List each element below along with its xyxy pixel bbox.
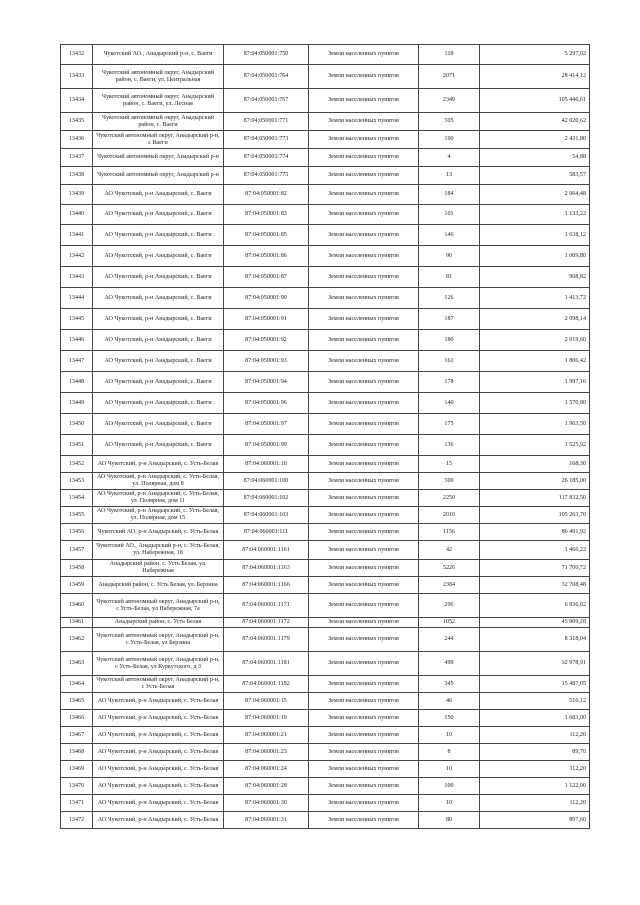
table-row (61, 414, 590, 435)
table-row (61, 456, 590, 473)
address-cell: АО Чукотский, р-н Анадырский, с. Ваеги (93, 288, 224, 309)
cadastral-number-cell: 87:04:060001:103 (224, 507, 309, 524)
row-number-cell: 13438 (61, 167, 93, 185)
cadastral-number-cell: 87:04:060001:19 (224, 710, 309, 727)
cadastral-number-cell: 87:04:060001:1179 (224, 628, 309, 652)
address-cell: Анадырский район, с. Усть Белая, ул. Берзина (93, 577, 224, 594)
address-cell: Чукотский АО., Анадырский р-н, с. Усть-Белая, ул. Набережная, 18 (93, 541, 224, 560)
row-number-cell: 13456 (61, 524, 93, 541)
address-cell: Чукотский автономный округ, Анадырский р-н, с Усть-Белая, ул Набережная, 7а (93, 594, 224, 618)
land-category-cell: Земли населенных пунктов (309, 185, 419, 205)
row-number-cell: 13436 (61, 131, 93, 149)
cadastral-value-cell: 5 297,02 (480, 45, 590, 65)
cadastral-value-cell: 2 431,80 (480, 131, 590, 149)
cadastral-value-cell: 897,60 (480, 812, 590, 829)
table-row (61, 628, 590, 652)
area-cell: 4 (419, 149, 480, 167)
land-registry-table (60, 44, 590, 829)
table-row (61, 131, 590, 149)
land-category-cell: Земли населенных пунктов (309, 541, 419, 560)
land-category-cell: Земли населенных пунктов (309, 577, 419, 594)
land-category-cell: Земли населенных пунктов (309, 812, 419, 829)
address-cell: АО Чукотский, р-н Анадырский, с. Усть-Белая (93, 456, 224, 473)
table-row (61, 267, 590, 288)
land-category-cell: Земли населенных пунктов (309, 727, 419, 744)
row-number-cell: 13447 (61, 351, 93, 372)
cadastral-number-cell: 87:04:060001:28 (224, 778, 309, 795)
row-number-cell: 13455 (61, 507, 93, 524)
address-cell: АО Чукотский, р-н Анадырский, с. Ваеги (93, 246, 224, 267)
row-number-cell: 13446 (61, 330, 93, 351)
row-number-cell: 13468 (61, 744, 93, 761)
cadastral-value-cell: 1 570,80 (480, 393, 590, 414)
cadastral-number-cell: 87:04:050001:764 (224, 65, 309, 89)
land-category-cell: Земли населенных пунктов (309, 456, 419, 473)
table-row (61, 351, 590, 372)
area-cell: 345 (419, 676, 480, 693)
area-cell: 2349 (419, 89, 480, 113)
table-row (61, 594, 590, 618)
area-cell: 80 (419, 812, 480, 829)
land-category-cell: Земли населенных пунктов (309, 594, 419, 618)
row-number-cell: 13448 (61, 372, 93, 393)
cadastral-number-cell: 87:04:050001:97 (224, 414, 309, 435)
cadastral-value-cell: 1 133,22 (480, 205, 590, 225)
table-row (61, 727, 590, 744)
row-number-cell: 13437 (61, 149, 93, 167)
cadastral-number-cell: 87:04:050001:90 (224, 288, 309, 309)
area-cell: 1156 (419, 524, 480, 541)
land-category-cell: Земли населенных пунктов (309, 435, 419, 456)
row-number-cell: 13462 (61, 628, 93, 652)
area-cell: 1052 (419, 618, 480, 628)
cadastral-number-cell: 87:04:050001:96 (224, 393, 309, 414)
table-row (61, 778, 590, 795)
cadastral-value-cell: 1 413,72 (480, 288, 590, 309)
area-cell: 190 (419, 131, 480, 149)
address-cell: АО Чукотский, р-н Анадырский, с. Ваеги (93, 330, 224, 351)
cadastral-value-cell: 54,88 (480, 149, 590, 167)
cadastral-number-cell: 87:04:060001:102 (224, 490, 309, 507)
row-number-cell: 13434 (61, 89, 93, 113)
land-category-cell: Земли населенных пунктов (309, 225, 419, 246)
row-number-cell: 13467 (61, 727, 93, 744)
cadastral-number-cell: 87:04:050001:92 (224, 330, 309, 351)
row-number-cell: 13439 (61, 185, 93, 205)
table-row (61, 185, 590, 205)
area-cell: 244 (419, 628, 480, 652)
row-number-cell: 13442 (61, 246, 93, 267)
address-cell: АО Чукотский, р-н Анадырский, с. Усть-Белая (93, 744, 224, 761)
land-category-cell: Земли населенных пунктов (309, 676, 419, 693)
area-cell: 161 (419, 351, 480, 372)
table-row (61, 149, 590, 167)
address-cell: Анадырский район, с. Усть Белая, ул. Набережная (93, 560, 224, 577)
row-number-cell: 13454 (61, 490, 93, 507)
address-cell: АО Чукотский, р-н Анадырский, с. Ваеги (93, 225, 224, 246)
land-category-cell: Земли населенных пунктов (309, 414, 419, 435)
cadastral-number-cell: 87:04:060001:111 (224, 524, 309, 541)
cadastral-number-cell: 87:04:050001:87 (224, 267, 309, 288)
address-cell: Чукотский автономный округ, Анадырский р-н, с Усть-Белая, ул Берзина (93, 628, 224, 652)
land-category-cell: Земли населенных пунктов (309, 761, 419, 778)
table-row (61, 288, 590, 309)
land-category-cell: Земли населенных пунктов (309, 372, 419, 393)
area-cell: 505 (419, 113, 480, 131)
row-number-cell: 13445 (61, 309, 93, 330)
cadastral-number-cell: 87:04:060001:10 (224, 456, 309, 473)
area-cell: 10 (419, 761, 480, 778)
cadastral-value-cell: 28 414,12 (480, 65, 590, 89)
area-cell: 10 (419, 727, 480, 744)
cadastral-number-cell: 87:04:060001:1171 (224, 594, 309, 618)
area-cell: 10 (419, 795, 480, 812)
cadastral-number-cell: 87:04:060001:1181 (224, 652, 309, 676)
cadastral-number-cell: 87:04:050001:93 (224, 351, 309, 372)
area-cell: 46 (419, 693, 480, 710)
address-cell: АО Чукотский, р-н Анадырский, с. Усть-Белая (93, 761, 224, 778)
land-category-cell: Земли населенных пунктов (309, 89, 419, 113)
table-row (61, 490, 590, 507)
area-cell: 499 (419, 652, 480, 676)
land-category-cell: Земли населенных пунктов (309, 490, 419, 507)
address-cell: Чукотский автономный округ, Анадырский р-н, с Усть-Белая (93, 676, 224, 693)
cadastral-value-cell: 6 936,02 (480, 594, 590, 618)
row-number-cell: 13443 (61, 267, 93, 288)
cadastral-value-cell: 42 020,62 (480, 113, 590, 131)
cadastral-value-cell: 1 122,00 (480, 778, 590, 795)
address-cell: АО Чукотский, р-н Анадырский, с. Ваеги (93, 351, 224, 372)
row-number-cell: 13470 (61, 778, 93, 795)
table-row (61, 167, 590, 185)
land-category-cell: Земли населенных пунктов (309, 113, 419, 131)
address-cell: Чукотский автономный округ, Анадырский р-н (93, 149, 224, 167)
land-category-cell: Земли населенных пунктов (309, 507, 419, 524)
land-category-cell: Земли населенных пунктов (309, 246, 419, 267)
table-body (61, 45, 590, 829)
cadastral-value-cell: 32 978,91 (480, 652, 590, 676)
address-cell: АО Чукотский, р-н Анадырский, с. Усть-Белая (93, 727, 224, 744)
cadastral-number-cell: 87:04:050001:94 (224, 372, 309, 393)
table-row (61, 676, 590, 693)
land-category-cell: Земли населенных пунктов (309, 131, 419, 149)
area-cell: 2250 (419, 490, 480, 507)
cadastral-value-cell: 2 098,14 (480, 309, 590, 330)
land-category-cell: Земли населенных пунктов (309, 393, 419, 414)
cadastral-value-cell: 1 683,00 (480, 710, 590, 727)
table-row (61, 113, 590, 131)
cadastral-value-cell: 2 019,60 (480, 330, 590, 351)
area-cell: 15 (419, 456, 480, 473)
cadastral-value-cell: 1 638,12 (480, 225, 590, 246)
land-category-cell: Земли населенных пунктов (309, 693, 419, 710)
cadastral-value-cell: 105 446,61 (480, 89, 590, 113)
land-category-cell: Земли населенных пунктов (309, 618, 419, 628)
row-number-cell: 13441 (61, 225, 93, 246)
table-row (61, 372, 590, 393)
cadastral-number-cell: 87:04:050001:774 (224, 149, 309, 167)
row-number-cell: 13451 (61, 435, 93, 456)
area-cell: 126 (419, 288, 480, 309)
table-row (61, 693, 590, 710)
row-number-cell: 13465 (61, 693, 93, 710)
address-cell: АО Чукотский, р-н Анадырский, с. Ваеги (93, 393, 224, 414)
land-category-cell: Земли населенных пунктов (309, 778, 419, 795)
land-category-cell: Земли населенных пунктов (309, 628, 419, 652)
land-category-cell: Земли населенных пунктов (309, 330, 419, 351)
cadastral-number-cell: 87:04:060001:100 (224, 473, 309, 490)
land-category-cell: Земли населенных пунктов (309, 795, 419, 812)
cadastral-number-cell: 87:04:060001:30 (224, 795, 309, 812)
address-cell: Чукотский автономный округ, Анадырский р-н (93, 167, 224, 185)
table-row (61, 577, 590, 594)
cadastral-number-cell: 87:04:060001:23 (224, 744, 309, 761)
land-category-cell: Земли населенных пунктов (309, 524, 419, 541)
area-cell: 175 (419, 414, 480, 435)
table-row (61, 812, 590, 829)
area-cell: 101 (419, 205, 480, 225)
cadastral-number-cell: 87:04:050001:750 (224, 45, 309, 65)
row-number-cell: 13471 (61, 795, 93, 812)
cadastral-value-cell: 89,76 (480, 744, 590, 761)
cadastral-number-cell: 87:04:060001:31 (224, 812, 309, 829)
area-cell: 42 (419, 541, 480, 560)
land-category-cell: Земли населенных пунктов (309, 744, 419, 761)
cadastral-number-cell: 87:04:050001:773 (224, 131, 309, 149)
cadastral-value-cell: 516,12 (480, 693, 590, 710)
cadastral-number-cell: 87:04:050001:85 (224, 225, 309, 246)
table-row (61, 761, 590, 778)
address-cell: АО Чукотский, р-н Анадырский, с. Усть-Белая (93, 693, 224, 710)
row-number-cell: 13432 (61, 45, 93, 65)
address-cell: АО Чукотский, р-н Анадырский, с. Ваеги (93, 185, 224, 205)
address-cell: Чукотский автономный округ, Анадырский р-н, с Усть-Белая, ул Куркутского, д 3 (93, 652, 224, 676)
cadastral-value-cell: 45 909,28 (480, 618, 590, 628)
row-number-cell: 13452 (61, 456, 93, 473)
row-number-cell: 13459 (61, 577, 93, 594)
cadastral-number-cell: 87:04:060001:1161 (224, 541, 309, 560)
land-category-cell: Земли населенных пунктов (309, 473, 419, 490)
land-category-cell: Земли населенных пунктов (309, 45, 419, 65)
cadastral-value-cell: 1 806,42 (480, 351, 590, 372)
land-category-cell: Земли населенных пунктов (309, 710, 419, 727)
land-category-cell: Земли населенных пунктов (309, 65, 419, 89)
area-cell: 90 (419, 246, 480, 267)
area-cell: 2071 (419, 65, 480, 89)
address-cell: АО Чукотский, р-н Анадырский, с. Ваеги (93, 205, 224, 225)
cadastral-number-cell: 87:04:050001:771 (224, 113, 309, 131)
land-category-cell: Земли населенных пунктов (309, 288, 419, 309)
area-cell: 8 (419, 744, 480, 761)
cadastral-number-cell: 87:04:060001:1172 (224, 618, 309, 628)
area-cell: 2384 (419, 577, 480, 594)
cadastral-number-cell: 87:04:050001:775 (224, 167, 309, 185)
area-cell: 2010 (419, 507, 480, 524)
table-row (61, 393, 590, 414)
address-cell: Чукотский АО., Анадырский р-н, с. Ваеги (93, 45, 224, 65)
row-number-cell: 13444 (61, 288, 93, 309)
cadastral-number-cell: 87:04:060001:21 (224, 727, 309, 744)
table-row (61, 65, 590, 89)
area-cell: 500 (419, 473, 480, 490)
land-category-cell: Земли населенных пунктов (309, 652, 419, 676)
area-cell: 81 (419, 267, 480, 288)
cadastral-number-cell: 87:04:060001:24 (224, 761, 309, 778)
cadastral-value-cell: 1 525,92 (480, 435, 590, 456)
cadastral-value-cell: 1 997,16 (480, 372, 590, 393)
cadastral-value-cell: 1 009,80 (480, 246, 590, 267)
address-cell: АО Чукотский, р-н Анадырский, с. Ваеги (93, 414, 224, 435)
address-cell: Чукотский автономный округ, Анадырский р-н, с Ваеги (93, 131, 224, 149)
cadastral-number-cell: 87:04:060001:1163 (224, 560, 309, 577)
land-category-cell: Земли населенных пунктов (309, 167, 419, 185)
address-cell: Чукотский АО, р-н Анадырский, с. Усть-Белая (93, 524, 224, 541)
row-number-cell: 13461 (61, 618, 93, 628)
table-row (61, 507, 590, 524)
row-number-cell: 13464 (61, 676, 93, 693)
area-cell: 150 (419, 710, 480, 727)
table-row (61, 560, 590, 577)
table-row (61, 225, 590, 246)
cadastral-value-cell: 1 963,50 (480, 414, 590, 435)
cadastral-value-cell: 26 185,00 (480, 473, 590, 490)
area-cell: 178 (419, 372, 480, 393)
cadastral-value-cell: 71 700,72 (480, 560, 590, 577)
table-row (61, 45, 590, 65)
row-number-cell: 13435 (61, 113, 93, 131)
area-cell: 100 (419, 778, 480, 795)
cadastral-value-cell: 105 263,70 (480, 507, 590, 524)
table-row (61, 205, 590, 225)
cadastral-value-cell: 8 318,04 (480, 628, 590, 652)
table-row (61, 652, 590, 676)
row-number-cell: 13449 (61, 393, 93, 414)
address-cell: АО Чукотский, р-н Анадырский, с. Усть-Белая, ул. Полярная, дом 15 (93, 507, 224, 524)
cadastral-number-cell: 87:04:050001:99 (224, 435, 309, 456)
cadastral-value-cell: 112,20 (480, 761, 590, 778)
cadastral-number-cell: 87:04:050001:91 (224, 309, 309, 330)
row-number-cell: 13466 (61, 710, 93, 727)
cadastral-value-cell: 86 491,92 (480, 524, 590, 541)
cadastral-value-cell: 1 466,22 (480, 541, 590, 560)
address-cell: АО Чукотский, р-н Анадырский, с. Усть-Белая, ул. Полярная, дом 8 (93, 473, 224, 490)
address-cell: АО Чукотский, р-н Анадырский, с. Ваеги (93, 372, 224, 393)
cadastral-number-cell: 87:04:050001:767 (224, 89, 309, 113)
address-cell: АО Чукотский, р-н Анадырский, с. Ваеги (93, 435, 224, 456)
cadastral-value-cell: 2 064,48 (480, 185, 590, 205)
address-cell: АО Чукотский, р-н Анадырский, с. Усть-Белая (93, 795, 224, 812)
row-number-cell: 13453 (61, 473, 93, 490)
cadastral-value-cell: 112,20 (480, 795, 590, 812)
row-number-cell: 13457 (61, 541, 93, 560)
row-number-cell: 13460 (61, 594, 93, 618)
area-cell: 140 (419, 393, 480, 414)
cadastral-value-cell: 583,57 (480, 167, 590, 185)
area-cell: 136 (419, 435, 480, 456)
area-cell: 296 (419, 594, 480, 618)
address-cell: Чукотский автономный округ, Анадырский район, с. Ваеги, ул. Лесная (93, 89, 224, 113)
table-row (61, 618, 590, 628)
cadastral-number-cell: 87:04:050001:82 (224, 185, 309, 205)
area-cell: 146 (419, 225, 480, 246)
area-cell: 118 (419, 45, 480, 65)
table-row (61, 89, 590, 113)
table-row (61, 330, 590, 351)
table-row (61, 524, 590, 541)
area-cell: 13 (419, 167, 480, 185)
area-cell: 5226 (419, 560, 480, 577)
land-category-cell: Земли населенных пунктов (309, 560, 419, 577)
table-row (61, 710, 590, 727)
land-category-cell: Земли населенных пунктов (309, 205, 419, 225)
cadastral-number-cell: 87:04:060001:1166 (224, 577, 309, 594)
address-cell: Чукотский автономный округ, Анадырский район, с. Ваеги, ул. Центральная (93, 65, 224, 89)
cadastral-value-cell: 168,30 (480, 456, 590, 473)
land-category-cell: Земли населенных пунктов (309, 267, 419, 288)
cadastral-value-cell: 112,20 (480, 727, 590, 744)
area-cell: 187 (419, 309, 480, 330)
land-category-cell: Земли населенных пунктов (309, 309, 419, 330)
cadastral-number-cell: 87:04:050001:86 (224, 246, 309, 267)
land-category-cell: Земли населенных пунктов (309, 351, 419, 372)
address-cell: АО Чукотский, р-н Анадырский, с. Ваеги (93, 267, 224, 288)
land-category-cell: Земли населенных пунктов (309, 149, 419, 167)
cadastral-value-cell: 32 708,48 (480, 577, 590, 594)
cadastral-value-cell: 15 487,05 (480, 676, 590, 693)
row-number-cell: 13433 (61, 65, 93, 89)
address-cell: АО Чукотский, р-н Анадырский, с. Усть-Белая, ул. Полярная, дом 11 (93, 490, 224, 507)
address-cell: Анадырский район, с. Усть Белая (93, 618, 224, 628)
address-cell: Чукотский автономный округ, Анадырский район, с. Ваеги (93, 113, 224, 131)
cadastral-value-cell: 117 832,50 (480, 490, 590, 507)
area-cell: 180 (419, 330, 480, 351)
table-row (61, 744, 590, 761)
address-cell: АО Чукотский, р-н Анадырский, с. Усть-Белая (93, 778, 224, 795)
table-row (61, 435, 590, 456)
cadastral-number-cell: 87:04:060001:1182 (224, 676, 309, 693)
table-row (61, 246, 590, 267)
row-number-cell: 13463 (61, 652, 93, 676)
row-number-cell: 13458 (61, 560, 93, 577)
row-number-cell: 13469 (61, 761, 93, 778)
address-cell: АО Чукотский, р-н Анадырский, с. Ваеги (93, 309, 224, 330)
cadastral-number-cell: 87:04:060001:15 (224, 693, 309, 710)
table-row (61, 473, 590, 490)
row-number-cell: 13450 (61, 414, 93, 435)
cadastral-value-cell: 908,82 (480, 267, 590, 288)
row-number-cell: 13440 (61, 205, 93, 225)
table-row (61, 309, 590, 330)
area-cell: 184 (419, 185, 480, 205)
cadastral-number-cell: 87:04:050001:83 (224, 205, 309, 225)
address-cell: АО Чукотский, р-н Анадырский, с. Усть-Белая (93, 710, 224, 727)
table-row (61, 795, 590, 812)
row-number-cell: 13472 (61, 812, 93, 829)
table-row (61, 541, 590, 560)
address-cell: АО Чукотский, р-н Анадырский, с. Усть-Белая (93, 812, 224, 829)
